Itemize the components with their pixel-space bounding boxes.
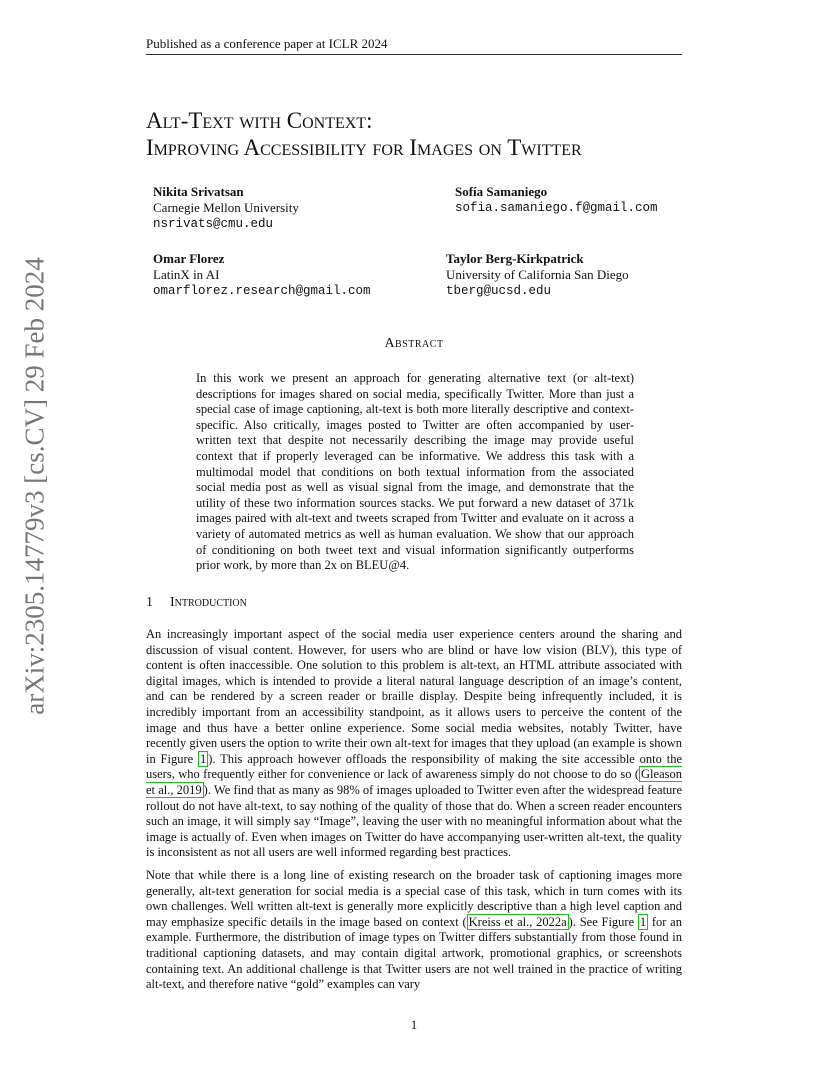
title-line-2: Improving Accessibility for Images on Twitter	[146, 135, 582, 160]
paragraph-text: Note that while there is a long line of existing research on the broader task of captioning images more generally, alt-text generation for social media is a special case of this task, which in turn comes with its own challenges. Well written alt-text is generally more explicitly descriptive than a high level caption and may emphasize specific details in the image based on context (	[146, 868, 682, 929]
body-paragraph	[146, 868, 682, 993]
author-name: Nikita Srivatsan	[153, 184, 244, 199]
citation-link[interactable]: Kreiss et al., 2022a	[468, 914, 567, 929]
author-name: Sofía Samaniego	[455, 184, 548, 199]
paragraph-text: An increasingly important aspect of the social media user experience centers around the sharing and discussion of visual content. However, for users who are blind or have low vision (BLV), this type of content is often inaccessible. One solution to this problem is alt-text, an HTML attribute associated with digital images, which is intended to provide a literal natural language description of an image’s content, and can be rendered by a screen reader or braille display. Despite being infrequently included, it is incredibly important from an accessibility standpoint, as it allows users to perceive the content of the image and thus have a better online experience. Some social media websites, notably Twitter, have recently given users the option to write their own alt-text for images that they upload (an example is shown in Figure	[146, 627, 682, 766]
author-affiliation: LatinX in AI	[153, 267, 220, 282]
body-paragraph	[146, 627, 682, 861]
author-name: Omar Florez	[153, 251, 225, 266]
author-email: nsrivats@cmu.edu	[153, 217, 274, 231]
abstract-text: In this work we present an approach for generating alternative text (or alt-text) descriptions for images shared on social media, specifically Twitter. More than just a special case of image captioning, alt-text is both more literally descriptive and context-specific. Also critically, images posted to Twitter are often accompanied by user-written text that despite not necessarily describing the image may provide useful context that if properly leveraged can be informative. We address this task with a multimodal model that conditions on both textual information from the associated social media post as well as visual signal from the image, and demonstrate that the utility of these two information sources stacks. We put forward a new dataset of 371k images paired with alt-text and tweets scraped from Twitter and evaluate on it across a variety of automated metrics as well as human evaluation. We show that our approach of conditioning on both tweet text and visual information significantly outperforms prior work, by more than 2x on BLEU@4.	[196, 371, 634, 573]
figure-link[interactable]: 1	[639, 914, 647, 929]
arxiv-side-label	[5, 257, 65, 715]
paragraph-text: ). See Figure	[568, 914, 638, 929]
author-block	[446, 251, 706, 299]
paragraph-text: for an example. Furthermore, the distribution of image types on Twitter differs substantially from those found in traditional captioning datasets, and may contain digital artwork, promotional graphics, or screenshots containing text. An additional challenge is that Twitter users are not well trained in the practice of writing alt-text, and therefore native “gold” examples can vary	[146, 914, 682, 992]
section-title: Introduction	[170, 595, 247, 610]
author-email: omarflorez.research@gmail.com	[153, 284, 371, 298]
arxiv-id-text: arXiv:2305.14779v3 [cs.CV] 29 Feb 2024	[19, 257, 50, 715]
paragraph-text: ). This approach however offloads the responsibility of making the site accessible onto the users, who frequently either for convenience or lack of awareness simply do not choose to do so (	[146, 751, 682, 782]
page-number: 1	[410, 1017, 418, 1032]
section-heading	[146, 595, 247, 611]
author-affiliation: Carnegie Mellon University	[153, 200, 299, 215]
figure-link[interactable]: 1	[200, 751, 207, 766]
author-block	[455, 184, 715, 216]
author-affiliation: University of California San Diego	[446, 267, 629, 282]
author-email: tberg@ucsd.edu	[446, 284, 552, 298]
author-block	[153, 184, 413, 232]
author-block	[153, 251, 413, 299]
title-line-1: Alt-Text with Context:	[146, 108, 373, 133]
citation-link[interactable]: Gleason et al., 2019	[146, 767, 682, 797]
author-name: Taylor Berg-Kirkpatrick	[446, 251, 584, 266]
header-rule	[146, 54, 682, 55]
paragraph-text: ). We find that as many as 98% of images uploaded to Twitter even after the widespread feature rollout do not have alt-text, to say nothing of the quality of those that do. When a screen reader encounters such an image, it will simply say “Image”, leaving the user with no meaningful information about what the image is actually of. Even when images on Twitter do have accompanying user-written alt-text, the quality is inconsistent as not all users are well informed regarding best practices.	[146, 782, 683, 860]
author-email: sofia.samaniego.f@gmail.com	[455, 201, 658, 215]
paper-title	[146, 107, 706, 161]
abstract-heading: Abstract	[384, 336, 444, 351]
section-number: 1	[146, 595, 153, 610]
running-header: Published as a conference paper at ICLR 2024	[146, 36, 388, 51]
